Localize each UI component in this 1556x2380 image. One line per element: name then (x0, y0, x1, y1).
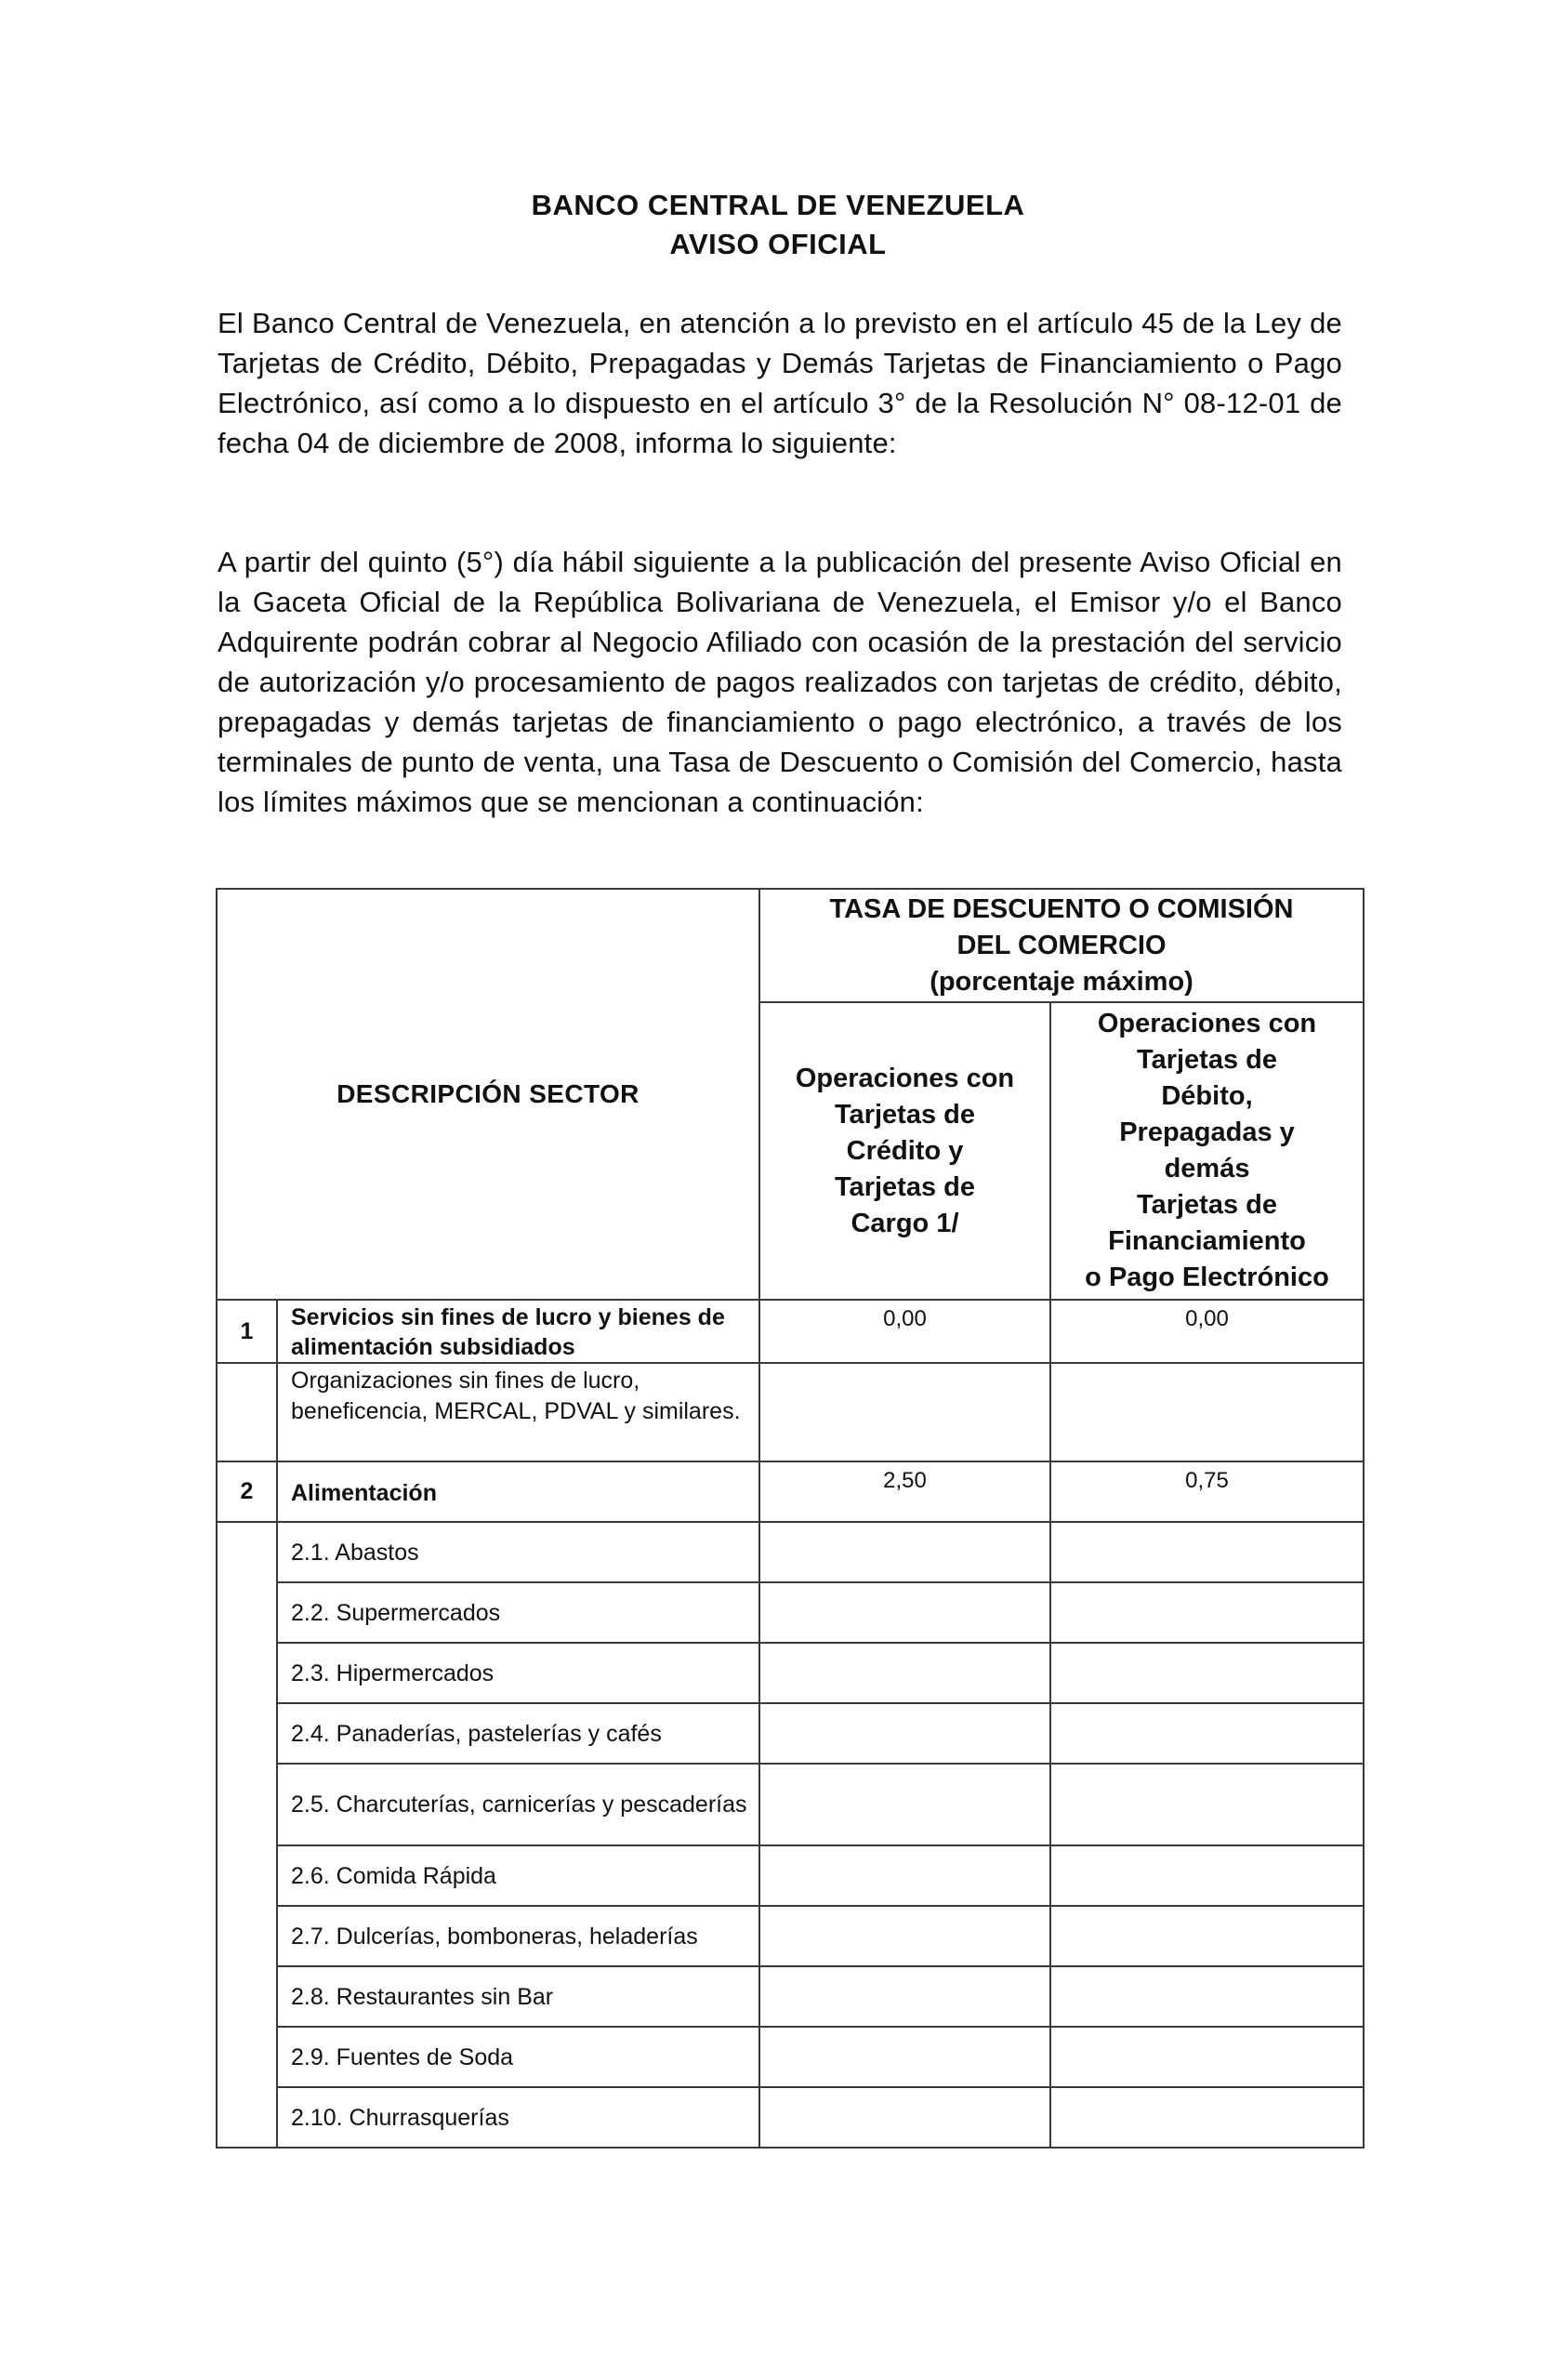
header-line: o Pago Electrónico (1085, 1263, 1329, 1292)
empty-debit-cell (1050, 1643, 1364, 1703)
intro-paragraph: El Banco Central de Venezuela, en atención a lo previsto en el artículo 45 de la Ley de Tarjetas de Crédito, Débito, Prepagadas y Demás Tarjetas de Financiamiento o Pago Electrónico, así como a lo dispuesto en el artículo 3° de la Resolución N° 08-12-01 de fecha 04 de diciembre de 2008, informa lo siguiente: (218, 307, 1342, 459)
table-row (217, 1522, 1364, 1582)
subsector-item: 2.10. Churrasquerías (277, 2087, 759, 2148)
table-row (217, 1906, 1364, 1966)
row-sector-note: Organizaciones sin fines de lucro, beneficencia, MERCAL, PDVAL y similares. (277, 1363, 759, 1461)
empty-debit-cell (1050, 1582, 1364, 1643)
table-row (217, 1363, 1364, 1461)
empty-credit-cell (759, 1582, 1050, 1643)
row-debit-rate: 0,75 (1050, 1461, 1364, 1522)
header-line: Financiamiento (1108, 1226, 1306, 1256)
empty-debit-cell (1050, 2027, 1364, 2087)
table-row (217, 2087, 1364, 2148)
header-line: Tarjetas de (1137, 1045, 1277, 1075)
header-debit-operations (1050, 1002, 1364, 1300)
empty-debit-cell (1050, 1703, 1364, 1764)
header-line: Débito, (1161, 1081, 1253, 1111)
empty-debit-cell (1050, 1363, 1364, 1461)
document-title (0, 186, 1556, 264)
empty-credit-cell (759, 1703, 1050, 1764)
row-number: 2 (217, 1461, 277, 1522)
empty-credit-cell (759, 1845, 1050, 1906)
subsector-item: 2.2. Supermercados (277, 1582, 759, 1643)
header-line: Operaciones con (1097, 1009, 1317, 1038)
table-row (217, 1845, 1364, 1906)
empty-debit-cell (1050, 2087, 1364, 2148)
subsector-item: 2.7. Dulcerías, bomboneras, heladerías (277, 1906, 759, 1966)
header-group-line: (porcentaje máximo) (930, 967, 1193, 997)
table-row (217, 1966, 1364, 2027)
subsector-item: 2.5. Charcuterías, carnicerías y pescaderías (277, 1764, 759, 1845)
header-sector-description: DESCRIPCIÓN SECTOR (217, 889, 759, 1300)
row-sector: Servicios sin fines de lucro y bienes de alimentación subsidiados (277, 1300, 759, 1363)
empty-debit-cell (1050, 1764, 1364, 1845)
header-line: Tarjetas de (835, 1099, 975, 1130)
empty-credit-cell (759, 1522, 1050, 1582)
empty-credit-cell (759, 1764, 1050, 1845)
table-row (217, 1300, 1364, 1363)
empty-debit-cell (1050, 1906, 1364, 1966)
header-line: Prepagadas y (1119, 1117, 1295, 1147)
header-line: demás (1164, 1154, 1250, 1183)
row-credit-rate: 0,00 (759, 1300, 1050, 1363)
row-number: 1 (217, 1300, 277, 1363)
table-row (217, 1703, 1364, 1764)
table-row (217, 2027, 1364, 2087)
header-line: Cargo 1/ (851, 1208, 959, 1238)
notice-type: AVISO OFICIAL (669, 228, 887, 260)
row-sector: Alimentación (277, 1461, 759, 1522)
subsector-item: 2.4. Panaderías, pastelerías y cafés (277, 1703, 759, 1764)
empty-credit-cell (759, 1363, 1050, 1461)
header-credit-operations (759, 1002, 1050, 1300)
provision-paragraph: A partir del quinto (5°) día hábil siguiente a la publicación del presente Aviso Oficial en la Gaceta Oficial de la República Bolivariana de Venezuela, el Emisor y/o el Banco Adquirente podrán cobrar al Negocio Afiliado con ocasión de la prestación del servicio de autorización y/o procesamiento de pagos realizados con tarjetas de crédito, débito, prepagadas y demás tarjetas de financiamiento o pago electrónico, a través de los terminales de punto de venta, una Tasa de Descuento o Comisión del Comercio, hasta los límites máximos que se mencionan a continuación: (218, 546, 1342, 818)
merged-number-cell (217, 1522, 277, 2148)
row-credit-rate: 2,50 (759, 1461, 1050, 1522)
table-row (217, 1643, 1364, 1703)
table-row (217, 1764, 1364, 1845)
header-rate-group (759, 889, 1364, 1002)
subsector-item: 2.9. Fuentes de Soda (277, 2027, 759, 2087)
subsector-item: 2.1. Abastos (277, 1522, 759, 1582)
subsector-item: 2.8. Restaurantes sin Bar (277, 1966, 759, 2027)
empty-credit-cell (759, 1643, 1050, 1703)
table-row (217, 1582, 1364, 1643)
subsector-item: 2.6. Comida Rápida (277, 1845, 759, 1906)
header-line: Tarjetas de (835, 1171, 975, 1202)
header-group-line: DEL COMERCIO (956, 931, 1167, 960)
header-line: Crédito y (846, 1135, 964, 1166)
empty-debit-cell (1050, 1966, 1364, 2027)
header-line: Operaciones con (795, 1063, 1015, 1093)
empty-debit-cell (1050, 1522, 1364, 1582)
subsector-item: 2.3. Hipermercados (277, 1643, 759, 1703)
table-row (217, 1461, 1364, 1522)
issuer-name: BANCO CENTRAL DE VENEZUELA (531, 189, 1025, 221)
empty-credit-cell (759, 1906, 1050, 1966)
empty-number-cell (217, 1363, 277, 1461)
header-line: Tarjetas de (1137, 1190, 1277, 1220)
commission-rate-table (216, 888, 1365, 2149)
empty-debit-cell (1050, 1845, 1364, 1906)
header-group-line: TASA DE DESCUENTO O COMISIÓN (829, 894, 1294, 924)
empty-credit-cell (759, 2027, 1050, 2087)
empty-credit-cell (759, 2087, 1050, 2148)
empty-credit-cell (759, 1966, 1050, 2027)
row-debit-rate: 0,00 (1050, 1300, 1364, 1363)
